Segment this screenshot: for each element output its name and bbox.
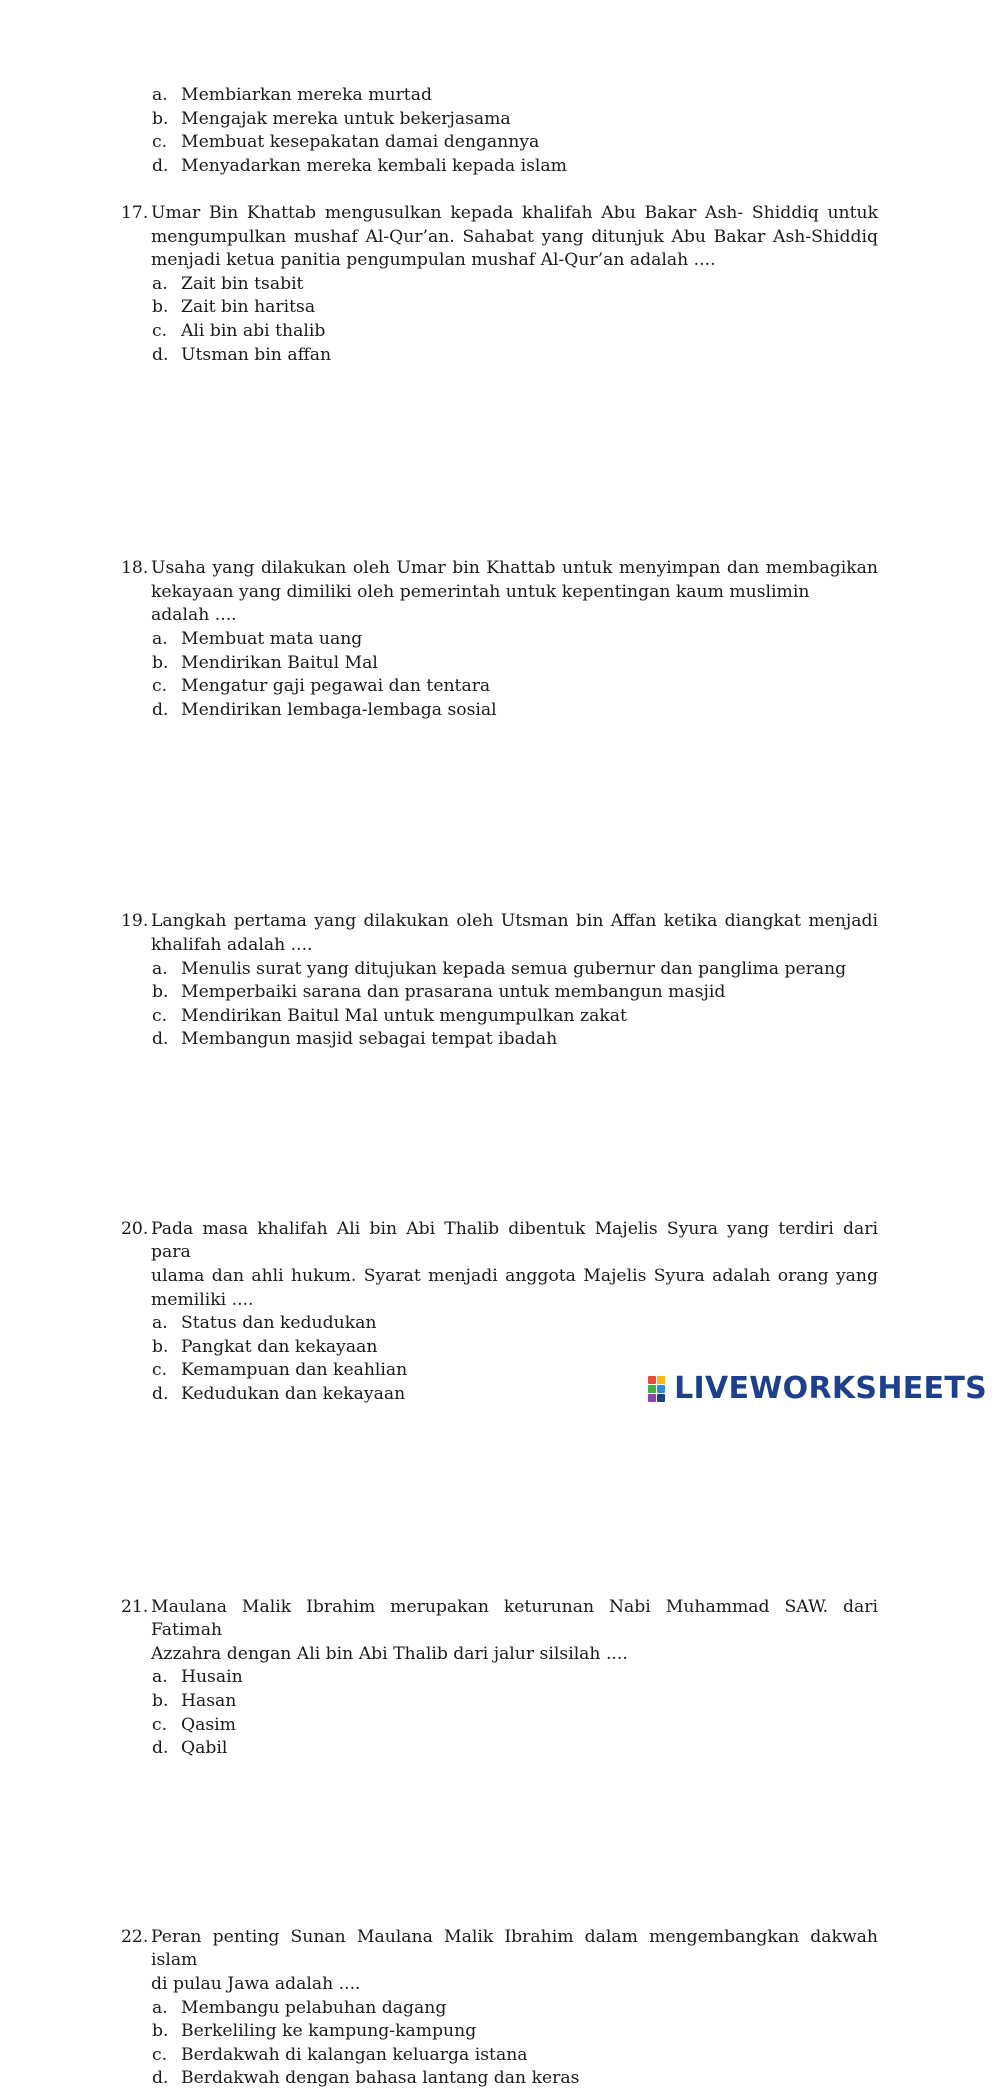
option-letter: d.: [152, 699, 169, 720]
option-letter: c.: [152, 132, 168, 153]
option-letter: c.: [152, 2044, 168, 2065]
q22-option-a[interactable]: [0, 1997, 999, 2021]
stem-line: menjadi ketua panitia pengumpulan mushaf Al-Qur’an adalah ....: [151, 250, 716, 271]
question-number: 19.: [121, 911, 149, 932]
option-text: Membuat kesepakatan damai dengannya: [181, 132, 540, 153]
option-letter: b.: [152, 297, 169, 318]
question-21: [0, 1596, 999, 1761]
stem-line: mengumpulkan mushaf Al-Qur’an. Sahabat yang ditunjuk Abu Bakar Ash-Shiddiq: [151, 226, 878, 247]
stem-line: adalah ....: [151, 605, 237, 626]
question-19: [0, 910, 999, 1052]
option-letter: d.: [152, 344, 169, 365]
option-letter: b.: [152, 2021, 169, 2042]
q16-option-a[interactable]: [0, 84, 999, 108]
option-text: Qasim: [181, 1714, 236, 1735]
q18-option-b[interactable]: [0, 652, 999, 676]
option-letter: d.: [152, 1384, 169, 1405]
stem-line: Umar Bin Khattab mengusulkan kepada khalifah Abu Bakar Ash- Shiddiq untuk: [151, 203, 878, 223]
q16-options: [0, 84, 999, 178]
q17-option-d[interactable]: [0, 344, 999, 368]
option-letter: c.: [152, 676, 168, 697]
question-stem: [151, 1596, 878, 1667]
q20-option-b[interactable]: [0, 1336, 999, 1360]
q22-option-b[interactable]: [0, 2020, 999, 2044]
q17-option-b[interactable]: [0, 296, 999, 320]
option-text: Menulis surat yang ditujukan kepada semua gubernur dan panglima perang: [181, 958, 847, 979]
option-text: Utsman bin affan: [181, 344, 332, 365]
option-text: Mendirikan lembaga-lembaga sosial: [181, 699, 497, 720]
option-letter: d.: [152, 155, 169, 176]
q21-option-a[interactable]: [0, 1666, 999, 1690]
stem-line: Azzahra dengan Ali bin Abi Thalib dari jalur silsilah ....: [151, 1643, 628, 1664]
q22-option-c[interactable]: [0, 2044, 999, 2068]
option-letter: b.: [152, 652, 169, 673]
option-letter: d.: [152, 1738, 169, 1759]
option-letter: d.: [152, 2068, 169, 2089]
stem-line: di pulau Jawa adalah ....: [151, 1973, 361, 1994]
option-text: Kemampuan dan keahlian: [181, 1360, 408, 1381]
option-text: Husain: [181, 1667, 243, 1688]
option-text: Qabil: [181, 1738, 228, 1759]
stem-line: Usaha yang dilakukan oleh Umar bin Khattab untuk menyimpan dan membagikan: [151, 558, 878, 579]
option-text: Ali bin abi thalib: [181, 320, 326, 341]
question-stem: [151, 1218, 878, 1312]
option-letter: c.: [152, 320, 168, 341]
option-text: Kedudukan dan kekayaan: [181, 1384, 406, 1405]
option-text: Zait bin tsabit: [181, 273, 304, 294]
question-17: [0, 202, 999, 367]
question-stem: [151, 1926, 878, 1997]
question-stem: [151, 202, 878, 273]
stem-line: memiliki ....: [151, 1289, 254, 1310]
q19-option-a[interactable]: [0, 958, 999, 982]
q16-option-c[interactable]: [0, 131, 999, 155]
option-text: Berdakwah di kalangan keluarga istana: [181, 2044, 528, 2065]
q20-option-a[interactable]: [0, 1312, 999, 1336]
option-letter: b.: [152, 108, 169, 129]
stem-line: Maulana Malik Ibrahim merupakan keturunan Nabi Muhammad SAW. dari Fatimah: [151, 1596, 878, 1641]
option-letter: c.: [152, 1714, 168, 1735]
stem-line: Pada masa khalifah Ali bin Abi Thalib dibentuk Majelis Syura yang terdiri dari para: [151, 1218, 878, 1263]
q17-option-a[interactable]: [0, 273, 999, 297]
option-text: Berkeliling ke kampung-kampung: [181, 2021, 477, 2042]
q21-option-c[interactable]: [0, 1714, 999, 1738]
q22-option-d[interactable]: [0, 2067, 999, 2091]
question-number: 18.: [121, 558, 149, 579]
option-text: Mendirikan Baitul Mal untuk mengumpulkan zakat: [181, 1005, 627, 1026]
option-letter: a.: [152, 1997, 168, 2018]
option-letter: a.: [152, 273, 168, 294]
q18-option-d[interactable]: [0, 699, 999, 723]
liveworksheets-logo-icon: [648, 1374, 672, 1404]
option-text: Zait bin haritsa: [181, 297, 316, 318]
option-letter: b.: [152, 1691, 169, 1711]
question-18: [0, 557, 999, 722]
option-text: Pangkat dan kekayaan: [181, 1336, 378, 1357]
q19-option-b[interactable]: [0, 981, 999, 1005]
question-number: 20.: [121, 1218, 149, 1239]
question-stem: [151, 910, 878, 957]
option-text: Membiarkan mereka murtad: [181, 85, 432, 105]
option-text: Mengajak mereka untuk bekerjasama: [181, 108, 511, 129]
question-number: 21.: [121, 1596, 149, 1617]
stem-line: Langkah pertama yang dilakukan oleh Utsman bin Affan ketika diangkat menjadi: [151, 911, 878, 932]
stem-line: ulama dan ahli hukum. Syarat menjadi anggota Majelis Syura adalah orang yang: [151, 1266, 878, 1287]
option-letter: b.: [152, 982, 169, 1003]
q19-option-c[interactable]: [0, 1005, 999, 1029]
question-number: 22.: [121, 1926, 149, 1947]
option-letter: d.: [152, 1029, 169, 1050]
q16-option-d[interactable]: [0, 155, 999, 179]
option-text: Mengatur gaji pegawai dan tentara: [181, 676, 491, 697]
option-letter: b.: [152, 1336, 169, 1357]
q21-option-d[interactable]: [0, 1737, 999, 1761]
q19-option-d[interactable]: [0, 1028, 999, 1052]
option-text: Mendirikan Baitul Mal: [181, 652, 378, 673]
q21-option-b[interactable]: [0, 1690, 999, 1714]
question-22: [0, 1926, 999, 2091]
stem-line: kekayaan yang dimiliki oleh pemerintah untuk kepentingan kaum muslimin: [151, 581, 810, 602]
option-letter: c.: [152, 1360, 168, 1381]
liveworksheets-logo-text: LIVEWORKSHEETS: [674, 1371, 987, 1407]
question-stem: [151, 557, 878, 628]
option-text: Memperbaiki sarana dan prasarana untuk membangun masjid: [181, 982, 726, 1003]
q18-option-a[interactable]: [0, 628, 999, 652]
option-letter: a.: [152, 958, 168, 979]
q16-option-b[interactable]: [0, 108, 999, 132]
option-letter: a.: [152, 85, 168, 105]
option-text: Membangu pelabuhan dagang: [181, 1997, 447, 2018]
stem-line: Peran penting Sunan Maulana Malik Ibrahim dalam mengembangkan dakwah islam: [151, 1926, 878, 1971]
q18-option-c[interactable]: [0, 675, 999, 699]
option-letter: a.: [152, 1313, 168, 1334]
option-text: Hasan: [181, 1691, 237, 1711]
q17-option-c[interactable]: [0, 320, 999, 344]
stem-line: khalifah adalah ....: [151, 934, 313, 955]
option-letter: a.: [152, 628, 168, 649]
liveworksheets-logo[interactable]: [648, 1373, 987, 1405]
question-number: 17.: [121, 203, 149, 223]
option-text: Membuat mata uang: [181, 628, 363, 649]
option-text: Berdakwah dengan bahasa lantang dan keras: [181, 2068, 580, 2089]
option-text: Status dan kedudukan: [181, 1313, 377, 1334]
option-text: Menyadarkan mereka kembali kepada islam: [181, 155, 567, 176]
option-letter: a.: [152, 1667, 168, 1688]
option-text: Membangun masjid sebagai tempat ibadah: [181, 1029, 558, 1050]
option-letter: c.: [152, 1005, 168, 1026]
